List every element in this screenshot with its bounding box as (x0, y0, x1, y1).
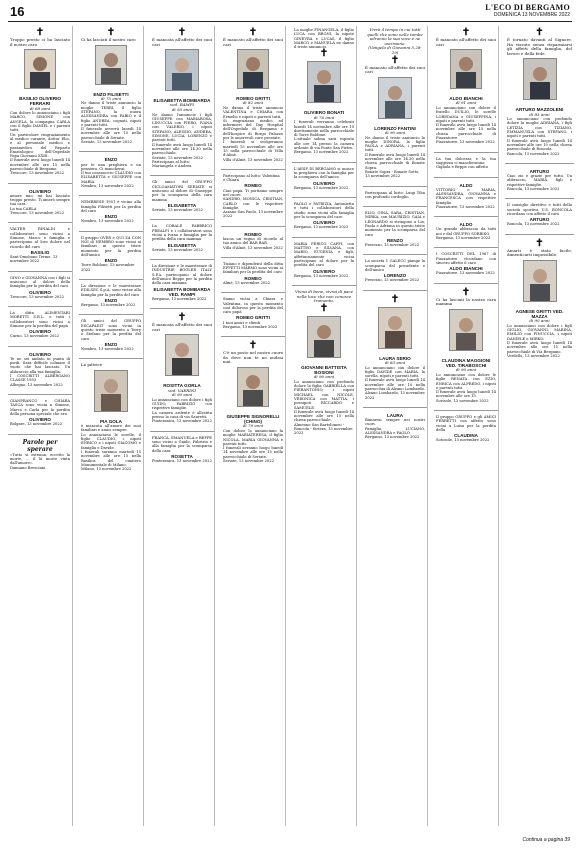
divider (363, 407, 427, 408)
divider (8, 222, 72, 223)
column-5 (292, 26, 357, 826)
portrait-photo (450, 49, 482, 89)
notice: OLIVIERO Te ne sei andato in punta di piedi. Sarà difficile colmare il vuoto che hai lasciato. Un abbraccio alla tua famiglia. I COSCRITTI ALBERGANO CLASSE 1955 Albegno, 13 novembre 2022 (10, 351, 70, 387)
notice: La COBALE FABBRICO PREALPI e i collaboratori sono vicini a Ivana e famiglia per la perdita della cara mamma ELISABETTA Seriate, 13 novembre 2022 (152, 224, 212, 252)
cross-icon: ✝ (535, 237, 544, 249)
cross-icon: ✝ (106, 27, 116, 38)
notice: LAURA Rimarrai sempre nei nostri cuori. Famiglia, LUCIANO, ALESSANDRA e PAOLO Bergamo, 13 novembre 2022 (365, 412, 425, 440)
issue-date: DOMENICA 13 NOVEMBRE 2022 (493, 12, 570, 18)
notice: GIANFRANCO e CHIARA TASCA sono vicini a Simone, Marco e Carla per la perdita della persona speciale che era OLIVIERO Bolgare, 13 novembre 2022 (10, 398, 70, 427)
divider (434, 410, 498, 411)
portrait-photo (95, 45, 127, 85)
divider (221, 292, 285, 293)
divider (221, 336, 285, 337)
cross-icon: ✝ (177, 312, 187, 324)
cross-icon: ✝ (461, 286, 471, 298)
portrait-photo (24, 49, 56, 89)
portrait-photo (94, 370, 128, 412)
portrait-photo (237, 367, 269, 407)
divider (505, 234, 574, 235)
divider (8, 394, 72, 395)
cross-icon: ✝ (461, 27, 471, 38)
notice: ARTURO Ciao zio e grazie per tutto. Un abbraccio, MARIA, figli e rispettive famiglie. Roncola, 13 novembre 2022 (507, 168, 572, 191)
notice: Il gruppo OVER e QUI ZA CON NOI di NEMBRO sono vicini ai familiari in questo triste momento per la perdita dell'amico ENZO Torre Boldone, 13 novembre 2022 (81, 235, 141, 272)
notice: MARIA PERICO CAFFI, con MATTEO e SILVANA, con MARIO, EUGENIA e figli, affettuosamente vicini partecipano al dolore per la perdita del caro OLIVIERO Bergamo, 13 novembre 2022 (294, 241, 354, 278)
portrait-photo (307, 61, 341, 103)
portrait-photo (237, 49, 269, 89)
divider (150, 431, 214, 432)
notice: FRANCA, EMANUELA e BEPPE sono vicini a Guido, Fabrizio e alla famiglia per la scomparsa della cara ROSETTA Ponteranica, 13 novembre 2022 (152, 435, 212, 464)
notice: La moglie FINANGELA, il figlio LUCA con BRONI, la nipote GINEVRA e LUCAS, il figlio MARCO e MANUELA ne danno il triste annuncio. ✝ OLIVIERO BONATI di 76 anni I funerali verranno celebrati lunedì 14 novembre alle ore 10 direttamente nella parrocchiale di Torre Boldone. L'attuale salma sarà esposta alle ore 14 presso la camera ardente di via Ponte San Pietro. Bergamo, 13 novembre 2022 (294, 28, 354, 155)
divider (292, 237, 356, 238)
notice: Vivrà il tempo in cui tutti quelli che sono nelle tombe udranno la sua voce e ne usciranno. (Vangelo di Giovanni 5,28-29) ✝ È mancato all'affetto dei suoi cari LORENZO FANTINI di 90 anni Ne danno il triste annuncio la moglie DINORA, la figlia PAOLA e ADRIANA, i parenti tutti. Il funerale avrà luogo lunedì 14 novembre alle ore 14.30 nella chiesa parrocchiale di Bonate Sopra. Bonate Sopra - Bonate Sotto, 13 novembre 2022 (365, 27, 425, 179)
divider (79, 314, 143, 315)
column-3 (150, 26, 215, 826)
page-number: 16 (10, 4, 25, 19)
divider (79, 151, 143, 152)
divider (292, 285, 356, 286)
cross-icon: ✝ (390, 54, 400, 66)
notice: Partecipano al lutto: Valentina e Chiara ROMEO Ciao papà. Ti portiamo sempre nel cuore. SANDRO, MONICA, CRISTIAN, CARLO con le rispettive famiglie. Azzano San Paolo, 13 novembre 2022 (223, 173, 283, 219)
notice: PAOLO e PATRIZIA, Antonietta e tutti i collaboratori della studio sono vicini alla famiglia per la scomparsa del caro OLIVIERO Bergamo, 13 novembre 2022 (294, 202, 354, 230)
divider (363, 206, 427, 207)
divider (221, 226, 285, 227)
divider (221, 169, 285, 170)
notice: L'AESP DI BERGAMO si unisce in preghiera con la famiglia per la scomparsa dell'amico OLIVIERO Bergamo, 13 novembre 2022 (294, 166, 354, 190)
notice: ENZO per te una preghiera e un pensiero. Ci mancherai. Il tuo consuocero CLAUDIO con ELISABETTA e GIUSEPPE con MARIA Nembro, 13 novembre 2022 (81, 157, 141, 189)
divider (79, 279, 143, 280)
notice: Vivrai di bene, vivrai di pace nella luce che non conosce tramonto. ✝ GIOVANNI BATTISTA BOSIONI di 90 anni Lo annunciano con profondo dolore la figlia GABRIELLA con PIERANTONIO, i nipoti MICHAEL con NICOLE, VERONICA con MATTIA, i pronipoti RICCARDO e SAMUELE. Il funerale avrà luogo lunedì 14 novembre alle ore 15 nella chiesa parrocchiale. Almenno San Bartolomeo - Roncola - Sirtera, 13 novembre 2022 (294, 289, 354, 436)
divider (434, 247, 498, 248)
divider (150, 308, 214, 309)
divider (8, 434, 72, 435)
notice: ✝ È mancato all'affetto dei suoi cari ROMEO GRITTI di 82 anni Ne danno il triste annuncio VALENTINA e CHIARA con Ermelio e nipoti e parenti tutti. Si ringraziano medici ed infermieri del Day Hospital dell'Ospedale di Bergamo e dell'hospice di Borgo Palazzo per le amorevoli cure prestate. I funerali si svolgeranno martedì 15 novembre alle ore 15 nella parrocchiale di Villa d'Almè. Villa d'Almè, 13 novembre 2022 (223, 27, 283, 162)
cross-icon: ✝ (248, 340, 258, 352)
divider (434, 283, 498, 284)
notice: NEMBRESE 1951 è vicino alla famiglia Filisetti per la perdita del caro ENZO Nembro, 13 novembre 2022 (81, 200, 141, 224)
portrait-photo (523, 260, 557, 302)
divider (79, 358, 143, 359)
divider (292, 162, 356, 163)
notice: Tiziano e dipendenti della ditta EFFETTI MARMO sono vicini ai familiari per la perdita del caro ROMEO Almè, 13 novembre 2022 (223, 261, 283, 285)
divider (505, 163, 574, 164)
divider (434, 152, 498, 153)
portrait-photo (378, 307, 412, 349)
notice: ✝ È tornato davanti al Signore. Ha vissuto senza risparmiarsi gli affetti della famiglia, del lavoro e della fede. ARTURO MAZZOLENI di 83 anni Lo annunciano con profondo dolore la moglie ADRIANA, i figli LETIZIA con TIZIANO, EMMANUELA con STEFANO, i nipoti e parenti tutti. Il funerale avrà luogo lunedì 14 novembre alle ore 10 nella chiesa parrocchiale di Roncola. Roncola, 13 novembre 2022 (507, 27, 572, 156)
notice: GINO e GIOVANNA con i figli si uniscono al dolore della famiglia per la perdita del caro OLIVIERO Trescore, 13 novembre 2022 (10, 275, 70, 299)
divider (434, 216, 498, 217)
column-4 (221, 26, 286, 826)
portrait-photo (307, 316, 341, 358)
portrait-photo (165, 334, 199, 376)
divider (150, 219, 214, 220)
notice: ✝ È mancato all'affetto dei suoi cari ALDO BIANCHI di 91 anni Lo annunciano con dolore il fratello DUILIO, le sorelle LOREDANA e GIUSEPPINA, i nipoti e parenti tutti. Il funerale avrà luogo lunedì 14 novembre alle ore 15 nella chiesa parrocchiale di Piazzatorre. Piazzatorre, 13 novembre 2022 (436, 27, 496, 145)
notice: ✝ Ci ha lasciati il nostro caro ENZO FILISETTI di 75 anni Ne danno il triste annuncio la moglie TERRI, il figlio STEFANO, la nuora ALESSANDRA con FABIO e il figlio ANDREA, cognati, nipoti e parenti tutti. Il funerale avverrà lunedì 14 novembre alle ore 15 nella parrocchiale di Seriate. Seriate, 13 novembre 2022 (81, 27, 141, 145)
divider (8, 183, 72, 184)
cross-icon: ✝ (319, 48, 329, 60)
notice: VALTER RINALDI e collaboratori sono vicini a Simone, Marco e famiglia e partecipano al loro dolore nel ricordo del caro BASILIO Sant'Omobono Terme, 13 novembre 2022 (10, 227, 70, 264)
notice: ELIO, GINA, SARA, CRISTIAN, MIRKA, con MAURIZIO, GAIA e LEONARDO si stringono a Lia, Paola e Adriana in questo triste momento per la scomparsa del caro RENZO Presezzo, 13 novembre 2022 (365, 211, 425, 248)
divider (8, 346, 72, 347)
divider (150, 259, 214, 260)
divider (79, 231, 143, 232)
notice: Gli amici del GRUPPO ESCAPADIT sono vicini in questo triste momento a Terry e Stefano per la perdita del caro ENZO Nembro, 13 novembre 2022 (81, 319, 141, 352)
notice: La società 1 GALECC piange la scomparsa del presidente e dell'amico LORENZO Presezzo, 13 novembre 2022 (365, 259, 425, 283)
notice: Il consiglio direttivo e tutti della società sportiva U.S. RONCOLA ricordano con affetto il caro ARTURO Roncola, 13 novembre 2022 (507, 203, 572, 227)
notice: ✝ LAURA SERIO di 83 anni Lo annunciano con dolore il figlio DAVIDE con MARIA, la sorella, nipoti e parenti tutti. Il funerale avrà luogo lunedì 14 novembre alle ore 10 nella parrocchia di Alzano Lombardo. Alzano Lombardo, 13 novembre 2022 (365, 293, 425, 400)
notice: La direzione e le maestranze EDILSEC S.p.A. sono vicine alla famiglia per la perdita del caro ENZO Bergamo, 13 novembre 2022 (81, 284, 141, 308)
newspaper-name: L'ECO DI BERGAMO (485, 3, 570, 12)
notice: ALDO VITTORIO e MARIA, ALESSANDRA, GIOVANNA e FRANCESCA con rispettive famiglie. Piazzatorre, 13 novembre 2022 (436, 182, 496, 209)
notice: La ditta ALIMENTARI MORETTI S.R.L. e tutti i collaboratori sono vicini a Simone per la perdita del papà OLIVIERO Curno, 13 novembre 2022 (10, 311, 70, 339)
notice: Il gruppo GRUPPO e gli AMICI FERRETTI con affetto sono vicini a Luisa per la perdita della CLAUDINA Sotosole, 13 novembre 2022 (436, 414, 496, 443)
column-2 (79, 26, 144, 826)
notice: ALDO Un grande abbraccio da tutti noi e dal GRUPPO SORRISO. Bergamo, 13 novembre 2022 (436, 222, 496, 241)
divider (505, 198, 574, 199)
notice: Siamo vicini a Chiara e Valentina, in questo momento così doloroso per la perdita del caro papà ROMEO GRITTI I tuoi amici e clienti Bergamo, 13 novembre 2022 (223, 297, 283, 329)
notice: La tua dolcezza e la tua saggezza ci mancheranno. Gigliola e Beppe con affetto (436, 156, 496, 170)
column-7 (434, 26, 499, 826)
notice: Partecipano al lutto: Luigi Tiba con profondo cordoglio. (365, 190, 425, 199)
notice: ✝ È mancata all'affetto dei suoi cari ROSITTA GORLA ved. VAERINI di 90 anni Lo annunciano con dolore i figli GUIDO, FABRIZIO con rispettive famiglie. La camera ardente è allestita presso la casa di via Sauretti. Ponteranica, 13 novembre 2022 (152, 312, 212, 424)
notice: La pittrice PIA GOLA è mancata all'amore dei suoi familiari e amici sempre. Lo annunciano le sorelle, il figlio CLAUDIO, i nipoti ENRICO e i nipoti GIACOMO e famiglia e Davide. I funerali saranno martedì 15 novembre alle ore 15 nella Basilica del cimitero Monumentale di Milano. Milano, 13 novembre 2022 (81, 362, 141, 472)
cross-icon: ✝ (177, 27, 187, 38)
divider (434, 177, 498, 178)
notice: I COSCRITTI DEL 1967 di Piazzatorre ricordano con sincero affetto il caro ALDO BIANCHI Piazzatorre, 13 novembre 2022 (436, 252, 496, 276)
divider (363, 290, 427, 291)
portrait-photo (523, 58, 557, 100)
cross-icon: ✝ (390, 293, 400, 305)
divider (8, 306, 72, 307)
divider (150, 175, 214, 176)
cross-icon: ✝ (535, 27, 544, 38)
page-header (0, 0, 580, 22)
notice: ✝ Ci ha lasciati la nostra cara mamma CLAUDINA MAGGIONI VED. TIRABOSCHI di 90 anni Lo annunciano con dolore le figlie RENATA con EZIO, ENRICA con ALFREDO, i nipoti e parenti tutti. Il funerale avrà luogo lunedì 14 novembre alle ore 15. Sorisole, 13 novembre 2022 (436, 286, 496, 403)
divider (8, 271, 72, 272)
notice: Parole per sperare «Tutto si estenua, eccetto la morte, ... il là morte vinta dall'amore». Damiano Bresciani (10, 438, 70, 470)
divider (363, 186, 427, 187)
notice: Gli amici del GRUPPO CICLOAMATORI SERIATE si uniscono al dolore di Giuseppe per la scomparsa della cara mamma ELISABETTA Seriate, 13 novembre 2022 (152, 180, 212, 213)
continue-note: Continua a pagina 39 (522, 837, 570, 843)
header-rule (8, 21, 572, 22)
notice: ✝ Amarti è stato facile, dimenticarti impossibile. AGNESE GRITTI VED. MAZZA di 90 anni Lo annunciano con dolore i figli GIGLIO, GIOVANNI, MARINA, EMILIO con FINUCCIA, i nipoti DANIELE e MIRKO. Il funerale avrà luogo lunedì 14 novembre alle ore 15 nella parrocchiale di Via Bergamo. Verdello, 13 novembre 2022 (507, 237, 572, 358)
portrait-photo (449, 309, 483, 351)
column-6 (363, 26, 428, 826)
cross-icon: ✝ (319, 302, 329, 314)
notice: ROMEO lascia un segno di ricordo al tuo amico del BAR BAR. Villa d'Almè, 13 novembre 2022 (223, 231, 283, 250)
notice: ✝ C'è un posto nel nostro cuore da dove non te ne andrai mai. GIUSEPPE SIGNORELLI (CHINO) di 79 anni Con dolore lo annunciano la moglie MARIATERESA, il figlio NICOLA, MARIA GIOVANNA e parenti tutti. I funerali avranno luogo lunedì 14 novembre alle ore 15 nella parrocchiale di Seriate. Seriate, 13 novembre 2022 (223, 340, 283, 464)
column-1 (8, 26, 73, 826)
cross-icon: ✝ (35, 27, 45, 38)
notice: La direzione e le maestranze di INDUSTRIE BOGLER ITALY S.P.A. partecipano al dolore dell'amico Beppe per la perdita della cara mamma ELISABETTA BOMBARDA VED. RAMPI Bergamo, 13 novembre 2022 (152, 264, 212, 301)
divider (292, 197, 356, 198)
cross-icon: ✝ (248, 27, 258, 38)
divider (363, 254, 427, 255)
notice: ✝ È mancata all'affetto dei suoi cari ELISABETTA BOMBARDA ved. RAMPI di 95 anni Ne danno l'annuncio i figli GIUSEPPE con MARIAROSA, LINUCCIA con PIERO, IVANA con VALERIO, i nipoti STEFANO, ALESSIO, ANDREA, SIMONE, LUCIA, LORENZO e parenti tutti. Il funerale avrà luogo lunedì 14 novembre alle ore 14.30 nella parrocchiale. Seriate, 13 novembre 2022 Partecipano al lutto: Mariangela e Andrea (152, 27, 212, 169)
obituary-columns (8, 26, 574, 826)
column-8 (505, 26, 574, 826)
notice: ✝ Troppo presto ci ha lasciato il nostro caro BASILIO OLIVERIO FERRARI di 68 anni Con dolore lo annunciano i figli MARCO, SIMONE con ANGELA, la compagna CARLA con il figlio DANIEL e i parenti tutti. Un particolare ringraziamento al medico curante, dottor Elio, e al personale medico e paramedico del Reparto Ematologico dell'Ospedale Papa Giovanni XXIII. Il funerale avrà luogo lunedì 14 novembre alle ore 15 nella parrocchiale di Bergamo. Trescore, 13 novembre 2022 (10, 27, 70, 176)
notice: OLIVIERO amore mio, mi hai lasciato troppo presto. Ti amerò sempre tua cara. La tua CARLA Trescore, 13 novembre 2022 (10, 188, 70, 216)
divider (79, 195, 143, 196)
portrait-photo (378, 77, 412, 119)
divider (221, 257, 285, 258)
portrait-photo (165, 49, 199, 91)
